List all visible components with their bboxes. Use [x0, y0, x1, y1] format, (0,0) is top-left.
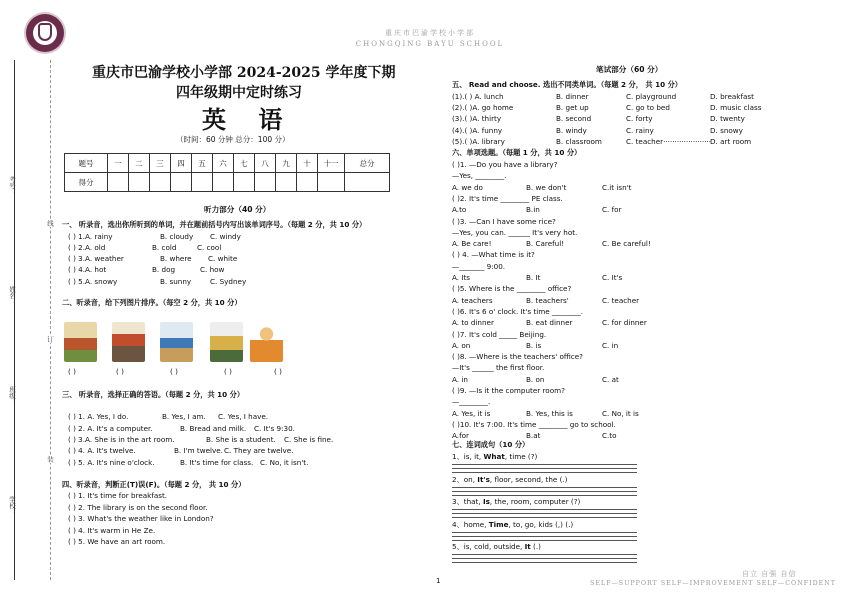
score-header-cell: 四 — [171, 154, 192, 173]
motto-en: SELF—SUPPORT SELF—IMPROVEMENT SELF—CONFIDENT — [590, 580, 836, 587]
s1-q2: ( ) 2.A. old — [68, 243, 106, 252]
score-table-score-row — [65, 173, 390, 192]
s5-item-option: C. teacher····················· — [626, 136, 712, 146]
score-cell[interactable] — [345, 173, 390, 192]
s3-q2: ( ) 2. A. It's a computer. — [68, 424, 153, 433]
header-school-cn: 重庆市巴渝学校小学部 — [385, 29, 475, 37]
s7-item-post: , to, go, kids (,) (.) — [508, 519, 574, 529]
s6-option: A.for — [452, 431, 469, 441]
s3-q4: ( ) 4. A. It's twelve. — [68, 446, 136, 455]
s6-line: —Yes, ________. — [452, 171, 507, 181]
s6-option: B. Careful! — [526, 239, 565, 249]
school-label: 学校： — [8, 496, 16, 516]
motto-cn: 自立 自强 自信 — [742, 570, 797, 578]
s1-q5: ( ) 5.A. snowy — [68, 277, 118, 286]
s7-item-pre: 1、is, it, — [452, 452, 484, 461]
score-table-header-row — [65, 154, 390, 173]
s7-item-pre: 5、is, cold, outside, — [452, 542, 525, 551]
s6-option: A. we do — [452, 182, 483, 192]
s5-item-option: B. windy — [556, 125, 587, 135]
s5-item-option: C. forty — [626, 114, 653, 124]
s5-item-option: B. get up — [556, 103, 589, 113]
s6-option: A.to — [452, 205, 467, 215]
score-row-label: 得分 — [65, 173, 108, 192]
binding-zhuang: 装 — [46, 456, 54, 463]
score-cell[interactable] — [129, 173, 150, 192]
s7-item-keyword: Time — [488, 519, 509, 529]
s1-q3-c: C. white — [208, 254, 238, 263]
exam-subtitle: 四年级期中定时练习 — [176, 85, 302, 101]
s4-q4: ( ) 4. It's warm in He Ze. — [68, 526, 156, 535]
binding-ding: 订 — [46, 336, 54, 343]
section-4-title: 四、听录音，判断正(T)误(F)。（每题 2 分， 共 10 分） — [62, 480, 246, 489]
s6-option: C. for — [602, 205, 622, 215]
s7-answer-lines[interactable] — [452, 529, 637, 541]
s7-item-pre: 4、home, — [452, 519, 489, 529]
s5-item-option: (2).( )A. go home — [452, 103, 514, 113]
s1-q5-c: C. Sydney — [210, 277, 247, 286]
s7-answer-lines[interactable] — [452, 484, 637, 496]
s6-option: B. on — [526, 374, 545, 384]
s5-item-option: D. snowy — [710, 125, 743, 135]
written-heading: 笔试部分（60 分） — [596, 65, 663, 74]
s1-q4: ( ) 4.A. hot — [68, 265, 107, 274]
s7-answer-lines[interactable] — [452, 551, 637, 563]
s5-item-option: D. twenty — [710, 114, 745, 124]
school-logo — [26, 14, 64, 52]
s6-line: ( )7. It's cold _____ Beijing. — [452, 329, 547, 339]
s5-item-option: C. playground — [626, 92, 677, 101]
s6-option: A. Its — [452, 273, 471, 282]
s6-line: ( ) 4. —What time is it? — [452, 250, 535, 260]
score-header-cell: 三 — [150, 154, 171, 173]
s6-option: A. Yes, it is — [452, 408, 491, 418]
section-2-title: 二、听录音，给下列图片排序。（每空 2 分，共 10 分） — [62, 298, 242, 307]
picture-classroom — [160, 322, 193, 362]
score-cell[interactable] — [255, 173, 276, 192]
s7-item-post: , the, room, computer (?) — [489, 497, 581, 506]
s6-option: B. It — [526, 273, 541, 282]
binding-xian: 线 — [46, 220, 54, 227]
s6-option: C.to — [602, 431, 617, 441]
score-cell[interactable] — [234, 173, 255, 192]
s4-q5: ( ) 5. We have an art room. — [68, 537, 166, 546]
s3-q4-b: B. I'm twelve. — [174, 446, 223, 455]
s6-line: —It's ______ the first floor. — [452, 363, 545, 373]
s3-q3-c: C. She is fine. — [284, 435, 334, 444]
s7-item-post: , time (?) — [504, 452, 538, 461]
s6-option: B.in — [526, 205, 540, 215]
score-cell[interactable] — [171, 173, 192, 192]
picture-teacher — [250, 322, 283, 362]
s6-option: A. in — [452, 374, 468, 384]
picture-playground — [64, 322, 97, 362]
binding-dashed-line — [50, 60, 51, 580]
s6-option: C. in — [602, 340, 619, 350]
score-header-cell: 题号 — [65, 154, 108, 173]
s6-option: B. we don't — [526, 182, 567, 192]
s1-q3-b: B. where — [160, 254, 192, 263]
score-cell[interactable] — [297, 173, 318, 192]
s3-q2-c: C. It's 9:30. — [254, 424, 295, 433]
score-header-cell: 六 — [213, 154, 234, 173]
name-label: 姓名： — [8, 286, 16, 306]
s3-q3-b: B. She is a student. — [206, 435, 276, 444]
class-label: 班级： — [8, 386, 16, 406]
section-7-title: 七、连词成句（10 分） — [452, 440, 530, 449]
score-table — [64, 153, 390, 192]
s3-q1: ( ) 1. A. Yes, I do. — [68, 412, 129, 421]
score-cell[interactable] — [108, 173, 129, 192]
score-header-cell: 十一 — [318, 154, 345, 173]
section-3-title: 三、 听录音，选择正确的答语。（每题 2 分，共 10 分） — [62, 390, 245, 399]
s6-line: ( )9. —Is it the computer room? — [452, 386, 565, 395]
s6-line: ( )6. It's 6 o' clock. It's time ________. — [452, 306, 584, 316]
s6-option: A. teachers — [452, 295, 493, 305]
listening-heading: 听力部分（40 分） — [204, 205, 271, 214]
score-cell[interactable] — [192, 173, 213, 192]
s6-line: ( )8. —Where is the teachers' office? — [452, 352, 583, 362]
s6-line: ( )1. —Do you have a library? — [452, 160, 558, 169]
s4-q1: ( ) 1. It's time for breakfast. — [68, 491, 168, 500]
s2-paren-1: ( ) — [68, 367, 76, 376]
section-1-title: 一、 听录音，选出你所听到的单词，并在题前括号内写出该单词序号。（每题 2 分，共 10 分） — [62, 220, 367, 229]
s2-paren-4: ( ) — [224, 367, 232, 376]
s5-item-option: C. go to bed — [626, 103, 670, 113]
section-5-title: 五、 Read and choose. 选出不同类单词。（每题 2 分， 共 10 分） — [452, 80, 682, 89]
score-cell[interactable] — [276, 173, 297, 192]
s5-item-option: B. classroom — [556, 136, 602, 146]
s6-line: ( )5. Where is the ________ office? — [452, 284, 572, 294]
s6-option: C. for dinner — [602, 318, 647, 328]
s4-q2: ( ) 2. The library is on the second floor. — [68, 503, 208, 512]
exam-number-label: 考号： — [8, 176, 16, 196]
score-header-cell: 八 — [255, 154, 276, 173]
s3-q2-b: B. Bread and milk. — [180, 424, 247, 433]
s7-answer-lines[interactable] — [452, 506, 637, 518]
s5-item-option: (4).( )A. funny — [452, 125, 503, 135]
s6-option: C. It's — [602, 273, 623, 282]
score-header-cell: 二 — [129, 154, 150, 173]
s3-q1-b: B. Yes, I am. — [162, 412, 206, 421]
s1-q5-b: B. sunny — [160, 277, 192, 286]
s7-item-keyword: It's — [477, 474, 490, 484]
s1-q1-c: C. windy — [210, 232, 241, 241]
score-cell[interactable] — [318, 173, 345, 192]
s5-item-option: B. second — [556, 114, 592, 124]
s6-option: B.at — [526, 431, 541, 441]
s7-item-pre: 2、on, — [452, 474, 478, 484]
s3-q5: ( ) 5. A. It's nine o'clock. — [68, 458, 155, 467]
s6-line: —Yes, you can. ______ It's very hot. — [452, 227, 578, 237]
s7-item-keyword: It — [524, 542, 531, 551]
s2-paren-2: ( ) — [116, 367, 124, 376]
s1-q2-c: C. cool — [197, 243, 222, 252]
s7-item-post: , floor, second, the (.) — [489, 474, 568, 484]
s1-q3: ( ) 3.A. weather — [68, 254, 124, 263]
section-6-title: 六、单项选题。（每题 1 分，共 10 分） — [452, 148, 582, 157]
s4-q3: ( ) 3. What's the weather like in London? — [68, 514, 214, 523]
s6-option: C. at — [602, 374, 619, 384]
s7-item-post: (.) — [530, 542, 541, 551]
score-header-cell: 一 — [108, 154, 129, 173]
s6-option: B. is — [526, 340, 542, 350]
s1-q4-b: B. dog — [152, 265, 176, 274]
s7-answer-lines[interactable] — [452, 461, 637, 473]
s5-item-option: (1).( ) A. lunch — [452, 92, 504, 101]
s1-q1-b: B. cloudy — [160, 232, 194, 241]
s6-option: A. to dinner — [452, 318, 494, 328]
score-header-cell: 五 — [192, 154, 213, 173]
s6-option: C. Be careful! — [602, 239, 651, 249]
exam-title: 重庆市巴渝学校小学部 2024-2025 学年度下期 — [92, 65, 396, 81]
s6-option: A. on — [452, 340, 471, 350]
exam-meta: （时间：60 分钟 总分：100 分） — [176, 135, 290, 144]
score-header-cell: 总分 — [345, 154, 390, 173]
s1-q1: ( ) 1.A. rainy — [68, 232, 113, 241]
s7-item-keyword: What — [483, 452, 505, 461]
s1-q4-c: C. how — [200, 265, 225, 274]
score-cell[interactable] — [213, 173, 234, 192]
s3-q3: ( ) 3.A. She is in the art room. — [68, 435, 175, 444]
s5-item-option: (5).( )A. library — [452, 136, 505, 146]
s7-item-pre: 3、that, — [452, 497, 483, 506]
s5-item-option: C. rainy — [626, 125, 654, 135]
s6-option: B. eat dinner — [526, 318, 573, 328]
s6-option: B. teachers' — [526, 295, 569, 305]
page-number: 1 — [436, 577, 441, 585]
s5-item-option: D. music class — [710, 103, 762, 113]
picture-canteen — [112, 322, 145, 362]
picture-bus — [210, 322, 243, 362]
score-header-cell: 七 — [234, 154, 255, 173]
s3-q4-c: C. They are twelve. — [224, 446, 294, 455]
s6-option: C. No, it is — [602, 408, 639, 418]
s3-q5-b: B. It's time for class. — [180, 458, 254, 467]
s6-line: —_______ 9:00. — [452, 261, 506, 271]
s6-line: ( )3. —Can I have some rice? — [452, 216, 556, 226]
s5-item-option: D. breakfast — [710, 92, 754, 101]
s6-option: B. Yes, this is — [526, 408, 573, 418]
s1-q2-b: B. cold — [152, 243, 177, 252]
score-header-cell: 十 — [297, 154, 318, 173]
header-school-en: CHONGQING BAYU SCHOOL — [355, 40, 505, 48]
s5-item-option: D. art room — [710, 136, 752, 146]
s6-line: ( )2. It's time ________ PE class. — [452, 193, 563, 203]
s2-paren-5: ( ) — [274, 367, 282, 376]
s5-item-option: B. dinner — [556, 92, 589, 101]
s6-option: C. teacher — [602, 295, 640, 305]
s2-paren-3: ( ) — [170, 367, 178, 376]
s7-item-keyword: Is — [482, 497, 490, 506]
subject-title: 英 语 — [202, 105, 295, 134]
score-header-cell: 九 — [276, 154, 297, 173]
s6-option: C.it isn't — [602, 182, 632, 192]
s6-line: ( )10. It's 7:00. It's time ________ go to school. — [452, 419, 616, 429]
score-cell[interactable] — [150, 173, 171, 192]
s6-option: A. Be care! — [452, 239, 492, 249]
s3-q1-c: C. Yes, I have. — [218, 412, 269, 421]
s5-item-option: (3).( )A. thirty — [452, 114, 502, 124]
s3-q5-c: C. No, it isn't. — [260, 458, 309, 467]
s6-line: —________. — [452, 397, 491, 407]
